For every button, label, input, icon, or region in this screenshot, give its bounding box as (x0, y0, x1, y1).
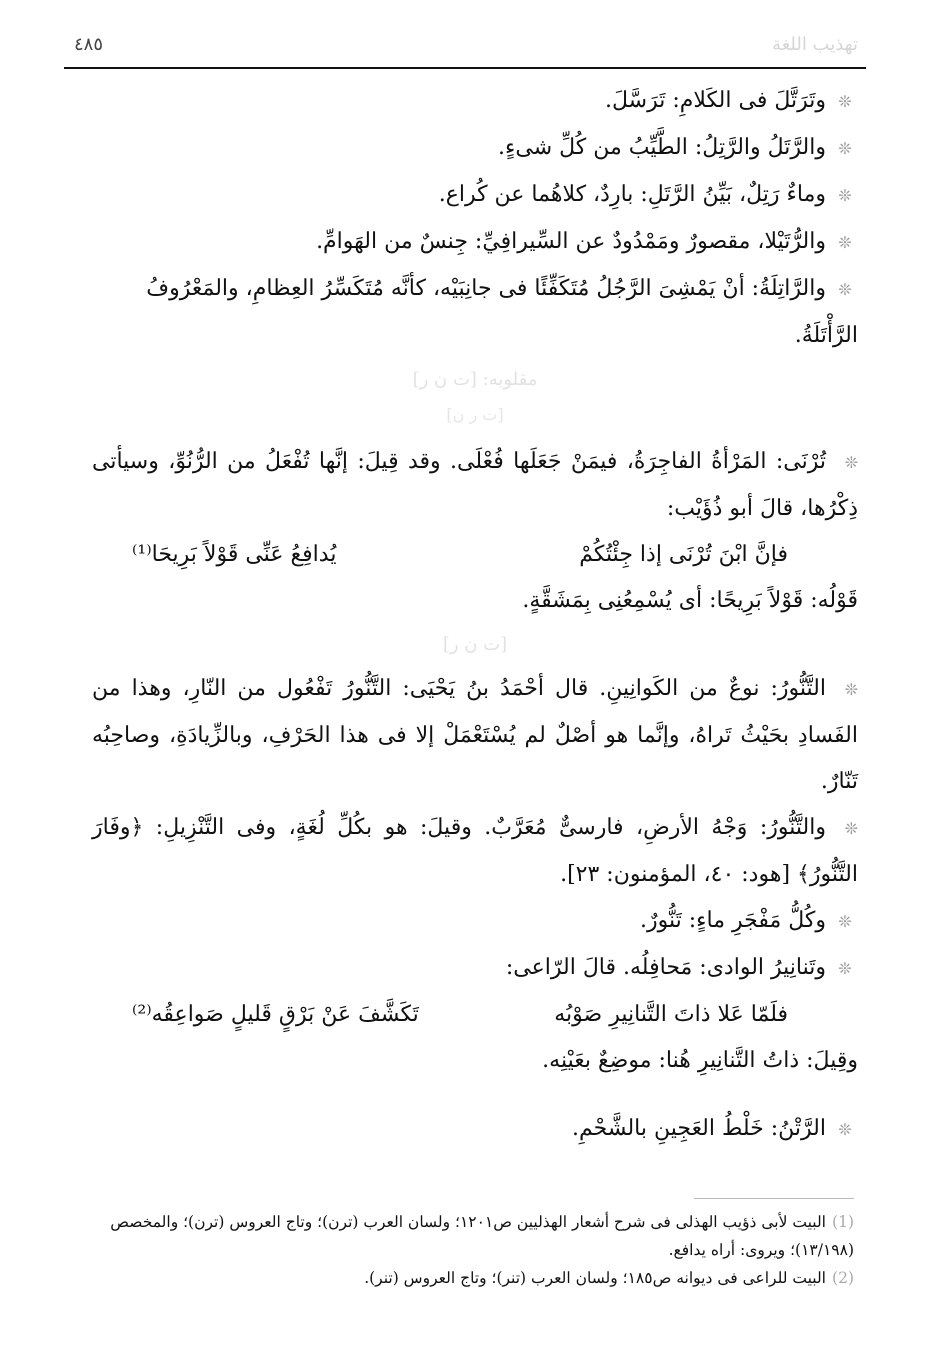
poem-verse-2 (92, 992, 858, 1038)
entry-tannur-2 (92, 805, 858, 898)
entry-ratila (92, 266, 858, 359)
root-heading-1: مقلوبه: [ت ن ر] (412, 369, 538, 390)
footnote-1 (80, 1208, 854, 1264)
entry-text: وتَنانِيرُ الوادى: مَحافِلُه. قالَ الرّاعى: (505, 955, 826, 980)
poem-second-hemistich: تَكَشَّفَ عَنْ بَرْقٍ قَليلٍ صَواعِقُه⁽²⁾ (132, 1002, 419, 1027)
root-heading-2: [ت ن ر] (442, 634, 508, 655)
entry-bullet-icon: ❊ (838, 912, 852, 931)
footnote-mark: (2) (832, 1269, 854, 1287)
entry-tannur-1 (92, 666, 858, 805)
entry-tarattala (92, 78, 858, 125)
footnote-mark: (1) (832, 1213, 854, 1231)
entry-text: والرَّاتِلَةُ: أنْ يَمْشِىَ الرَّجُلُ مُتَكَفِّئًا فى جانِبَيْه، كأنَّه مُتَكَسِّرُ العِظامِ، والمَعْرُوفُ الرَّأْتَلَةُ. (146, 276, 858, 348)
page-header (72, 28, 866, 68)
entry-text: والرَّتَلُ والرَّتِلُ: الطَّيِّبُ من كُلِّ شىءٍ. (498, 135, 826, 160)
entry-qawluhu (92, 578, 858, 624)
entry-rattan (92, 1106, 858, 1153)
entry-bullet-icon: ❊ (844, 819, 858, 838)
footnote-rule (694, 1198, 854, 1199)
entry-text: الرَّتْنُ: خَلْطُ العَجِينِ بالشَّحْمِ. (572, 1116, 826, 1141)
entry-text: والتَّنُّورُ: وَجْهُ الأرضِ، فارسىٌّ مُعَرَّبٌ. وقيلَ: هو بكُلِّ لُغَةٍ، وفى التَّنْزِيلِ: ﴿وفَارَ التَّنُّورُ﴾ [هود: ٤٠، المؤمنون: ٢٣]. (92, 815, 858, 887)
header-rule (64, 67, 866, 69)
poem-verse-1 (92, 532, 858, 578)
entry-text: وماءٌ رَتِلٌ، بَيِّنُ الرَّتَلِ: بارِدٌ، كلاهُما عن كُراع. (438, 182, 826, 207)
entry-tannur-3 (92, 898, 858, 945)
entry-bullet-icon: ❊ (838, 959, 852, 978)
footnote-text: البيت لأبى ذؤيب الهذلى فى شرح أشعار الهذليين ص١٢٠١؛ ولسان العرب (ترن)؛ وتاج العروس (ترن)؛ والمخصص (١٣/١٩٨)؛ ويروى: أراه يدافع. (110, 1213, 854, 1259)
entry-rutayla (92, 219, 858, 266)
entry-bullet-icon: ❊ (844, 680, 858, 699)
footnote-2 (80, 1264, 854, 1292)
entry-text: التَّنُّورُ: نوعٌ من الكَوانِينِ. قال أحْمَدُ بنُ يَحْيَى: التَّنُّورُ تَفْعُول من النّارِ، وهذا من الفَسادِ بحَيْثُ تَراهُ، وإنَّما هو أصْلٌ لم يُسْتَعْمَلْ إلا فى هذا الحَرْفِ، وبالزِّيادَةِ، وصاحِبُه تَنّارٌ. (92, 676, 858, 794)
entry-tananir (92, 945, 858, 992)
entry-bullet-icon: ❊ (838, 92, 852, 111)
entry-text: وكُلُّ مَفْجَرِ ماءٍ: تَنُّورٌ. (640, 908, 826, 933)
entry-bullet-icon: ❊ (838, 280, 852, 299)
entry-text: قَوْلُه: قَوْلاً بَرِيحًا: أى يُسْمِعُنِى بِمَشَقَّةٍ. (522, 588, 858, 613)
root-subheading-1: [ت ر ن] (446, 405, 504, 424)
entry-qila (92, 1038, 858, 1084)
poem-second-hemistich: يُدافِعُ عَنِّى قَوْلاً بَرِيحَا⁽¹⁾ (132, 542, 337, 567)
running-head: تهذيب اللغة (772, 34, 858, 55)
entry-text: تُرْنَى: المَرْأةُ الفاجِرَةُ، فيمَنْ جَعَلَها فُعْلَى. وقد قِيلَ: إنَّها تُفْعَلُ من الرُّنُوِّ، وسيأتى ذِكْرُها، قالَ أبو ذُؤَيْب: (92, 449, 858, 521)
footnote-text: البيت للراعى فى ديوانه ص١٨٥؛ ولسان العرب (تنر)؛ وتاج العروس (تنر). (364, 1269, 826, 1287)
entry-bullet-icon: ❊ (838, 139, 852, 158)
entry-text: والرُّتَيْلا، مقصورٌ ومَمْدُودٌ عن السِّيرافِيِّ: جِنسٌ من الهَوامِّ. (316, 229, 826, 254)
entry-bullet-icon: ❊ (838, 186, 852, 205)
entry-text: وتَرَتَّلَ فى الكَلامِ: تَرَسَّلَ. (605, 88, 826, 113)
poem-first-hemistich: فلَمّا عَلا ذاتَ التَّنانِيرِ صَوْبُه (554, 1002, 788, 1027)
page-number: ٤٨٥ (74, 34, 104, 55)
entry-maa-ratil (92, 172, 858, 219)
entry-turna (92, 439, 858, 532)
entry-bullet-icon: ❊ (844, 453, 858, 472)
entry-text: وقِيلَ: ذاتُ التَّنانِيرِ هُنا: موضِعٌ بعَيْنِه. (542, 1048, 858, 1073)
entry-bullet-icon: ❊ (838, 233, 852, 252)
entry-bullet-icon: ❊ (838, 1120, 852, 1139)
footnotes (80, 1208, 854, 1292)
main-text (92, 78, 858, 1153)
entry-ratal (92, 125, 858, 172)
poem-first-hemistich: فإنَّ ابْنَ تُرْنَى إذا جِئْتُكُمْ (579, 542, 788, 567)
